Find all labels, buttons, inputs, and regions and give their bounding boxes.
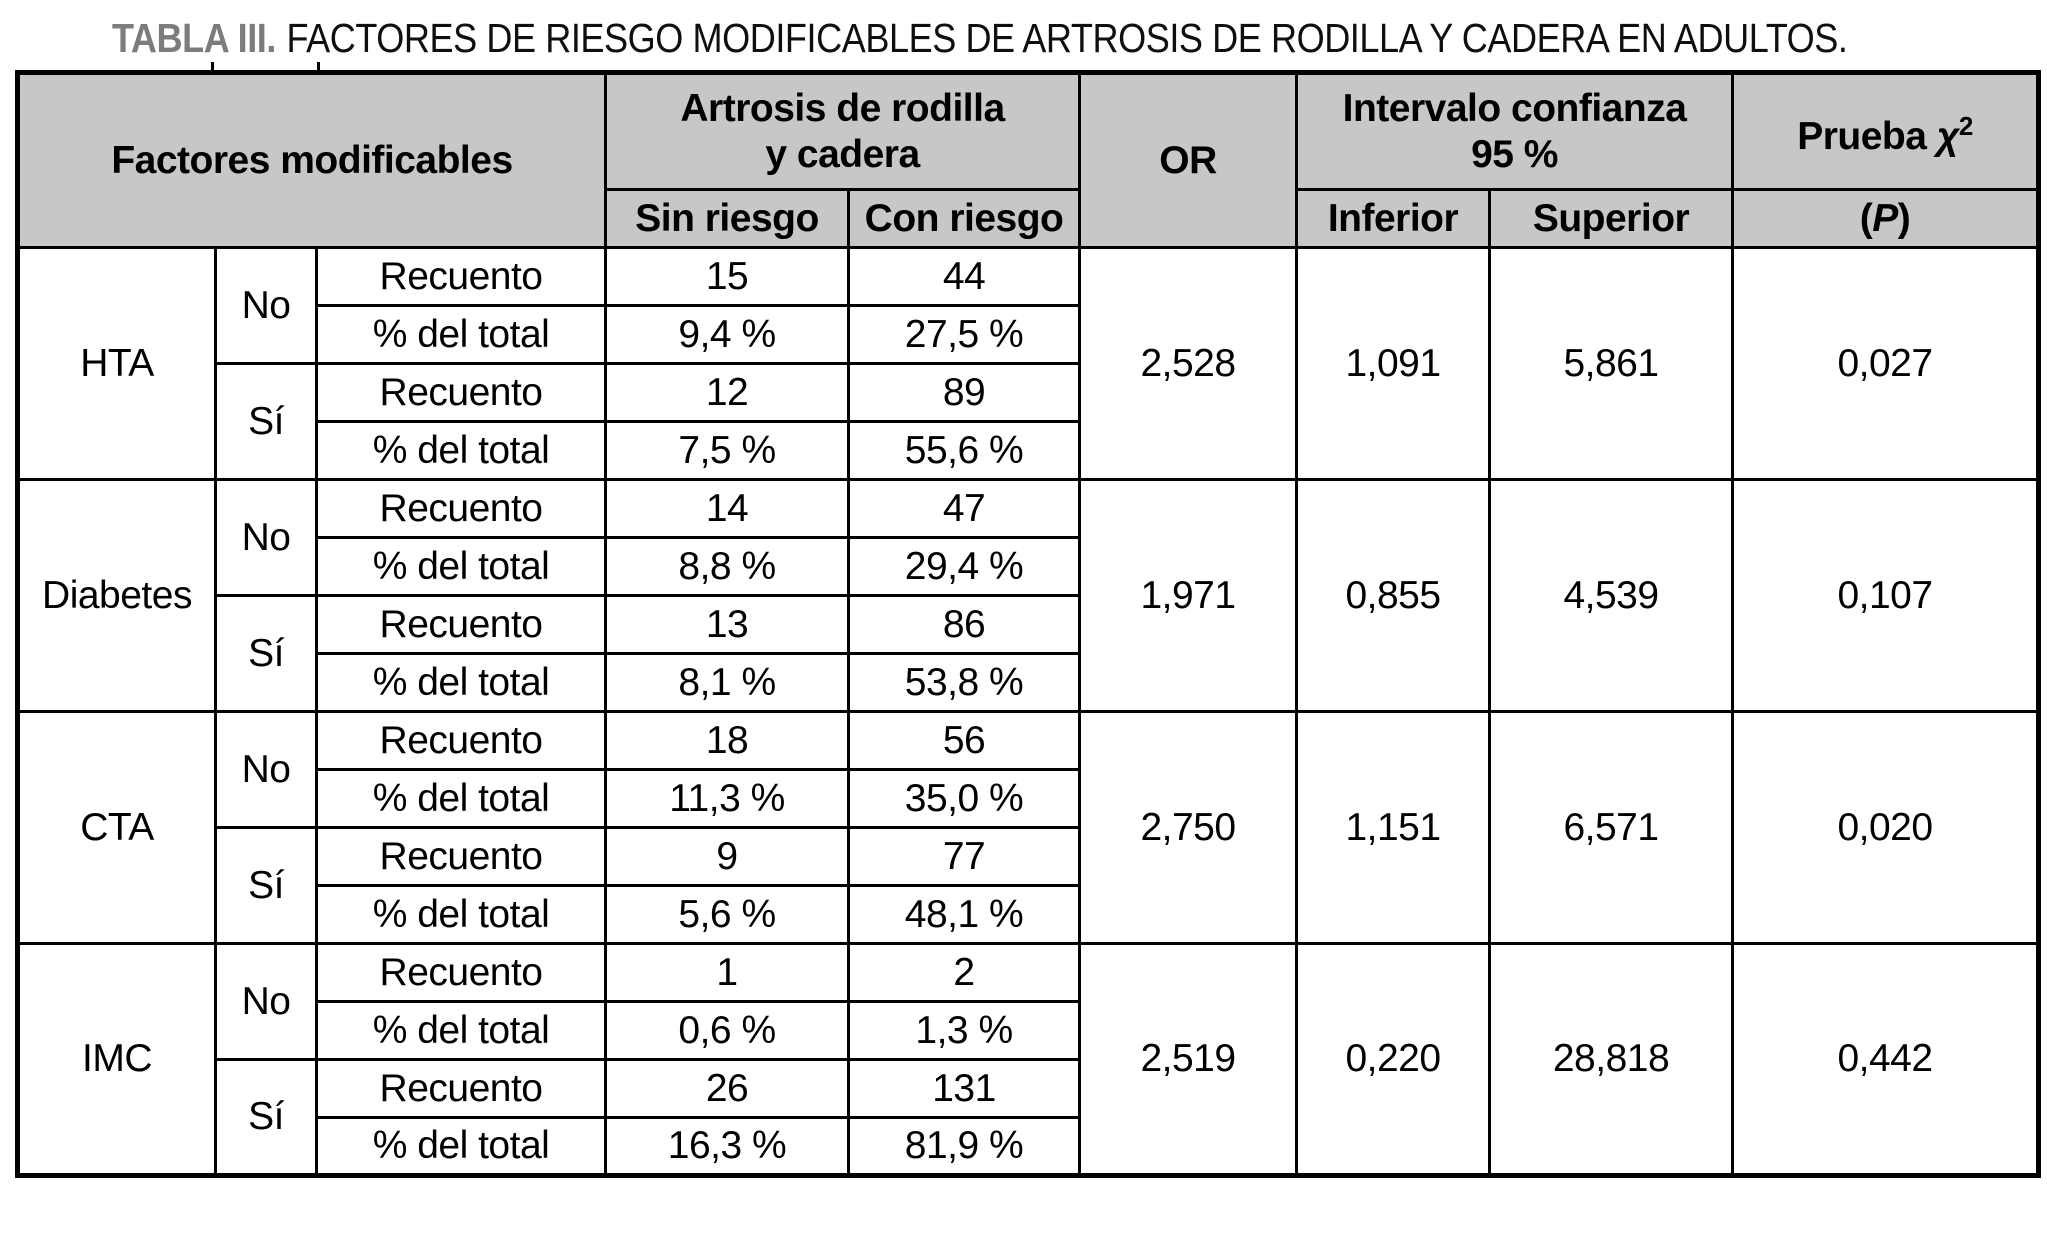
cell-imc-no-recuento-con: 2 [849,944,1080,1002]
table-row [18,712,2039,770]
table-row [18,944,2039,1002]
chi-symbol: χ [1936,115,1959,158]
cell-cta-no-recuento-sin: 18 [606,712,849,770]
cell-hta-p: 0,027 [1733,248,2039,480]
table-number-label: TABLA III. [112,15,276,61]
cell-diabetes-si-recuento-con: 86 [849,596,1080,654]
factor-diabetes: Diabetes [18,480,216,712]
header-prueba-chi2 [1733,73,2039,190]
subheader-superior: Superior [1490,190,1733,248]
subheader-p-value [1733,190,2039,248]
level-imc-no: No [216,944,317,1060]
cell-imc-no-pct-con: 1,3 % [849,1002,1080,1060]
measure-label: % del total [317,422,606,480]
risk-factors-table [15,70,2041,1178]
cell-diabetes-si-pct-sin: 8,1 % [606,654,849,712]
cell-imc-si-pct-con: 81,9 % [849,1118,1080,1176]
cell-cta-ic-inferior: 1,151 [1297,712,1490,944]
measure-label: % del total [317,654,606,712]
cell-hta-si-pct-sin: 7,5 % [606,422,849,480]
factor-hta: HTA [18,248,216,480]
measure-label: Recuento [317,248,606,306]
cell-imc-si-pct-sin: 16,3 % [606,1118,849,1176]
measure-label: % del total [317,886,606,944]
measure-label: Recuento [317,828,606,886]
table-row [18,480,2039,538]
cell-cta-si-pct-con: 48,1 % [849,886,1080,944]
cell-hta-si-recuento-sin: 12 [606,364,849,422]
cell-imc-si-recuento-sin: 26 [606,1060,849,1118]
cell-imc-no-recuento-sin: 1 [606,944,849,1002]
cell-diabetes-p: 0,107 [1733,480,2039,712]
cell-hta-no-pct-sin: 9,4 % [606,306,849,364]
cell-diabetes-no-pct-con: 29,4 % [849,538,1080,596]
cell-cta-si-pct-sin: 5,6 % [606,886,849,944]
cell-diabetes-no-recuento-sin: 14 [606,480,849,538]
header-artrosis-rodilla-cadera [606,73,1080,190]
measure-label: Recuento [317,480,606,538]
measure-label: Recuento [317,364,606,422]
header-intervalo-confianza [1297,73,1733,190]
cell-imc-or: 2,519 [1080,944,1297,1176]
cell-cta-no-pct-sin: 11,3 % [606,770,849,828]
p-letter: P [1872,196,1898,240]
p-paren-close: ) [1897,196,1911,240]
factor-imc: IMC [18,944,216,1176]
cell-cta-no-pct-con: 35,0 % [849,770,1080,828]
header-or: OR [1080,73,1297,248]
header-artrosis-line2: y cadera [765,132,920,176]
level-imc-si: Sí [216,1060,317,1176]
header-factores-modificables: Factores modificables [18,73,606,248]
table-row [18,248,2039,306]
measure-label: % del total [317,306,606,364]
measure-label: Recuento [317,1060,606,1118]
level-hta-no: No [216,248,317,364]
level-hta-si: Sí [216,364,317,480]
measure-label: Recuento [317,944,606,1002]
subheader-sin-riesgo: Sin riesgo [606,190,849,248]
cell-cta-or: 2,750 [1080,712,1297,944]
cell-diabetes-no-recuento-con: 47 [849,480,1080,538]
header-intervalo-line2: 95 % [1471,132,1558,176]
header-prueba-word: Prueba [1797,115,1927,158]
cell-cta-si-recuento-sin: 9 [606,828,849,886]
cell-imc-p: 0,442 [1733,944,2039,1176]
cell-hta-no-recuento-sin: 15 [606,248,849,306]
measure-label: % del total [317,770,606,828]
page-title [112,16,1848,60]
cell-imc-no-pct-sin: 0,6 % [606,1002,849,1060]
cell-diabetes-ic-superior: 4,539 [1490,480,1733,712]
p-paren-open: ( [1859,196,1873,240]
cell-hta-ic-superior: 5,861 [1490,248,1733,480]
subheader-inferior: Inferior [1297,190,1490,248]
cell-imc-ic-inferior: 0,220 [1297,944,1490,1176]
cell-hta-no-recuento-con: 44 [849,248,1080,306]
measure-label: % del total [317,1002,606,1060]
chi-exponent: 2 [1958,111,1973,141]
cell-imc-si-recuento-con: 131 [849,1060,1080,1118]
cell-diabetes-ic-inferior: 0,855 [1297,480,1490,712]
level-cta-no: No [216,712,317,828]
measure-label: % del total [317,1118,606,1176]
header-artrosis-line1: Artrosis de rodilla [680,86,1005,130]
cell-diabetes-si-pct-con: 53,8 % [849,654,1080,712]
measure-label: % del total [317,538,606,596]
cell-diabetes-no-pct-sin: 8,8 % [606,538,849,596]
measure-label: Recuento [317,712,606,770]
cell-cta-p: 0,020 [1733,712,2039,944]
cell-hta-or: 2,528 [1080,248,1297,480]
cell-cta-no-recuento-con: 56 [849,712,1080,770]
header-intervalo-line1: Intervalo confianza [1342,86,1687,130]
cell-hta-ic-inferior: 1,091 [1297,248,1490,480]
cell-hta-si-pct-con: 55,6 % [849,422,1080,480]
cell-cta-ic-superior: 6,571 [1490,712,1733,944]
cell-cta-si-recuento-con: 77 [849,828,1080,886]
cell-hta-si-recuento-con: 89 [849,364,1080,422]
cell-hta-no-pct-con: 27,5 % [849,306,1080,364]
cell-imc-ic-superior: 28,818 [1490,944,1733,1176]
subheader-con-riesgo: Con riesgo [849,190,1080,248]
factor-cta: CTA [18,712,216,944]
level-cta-si: Sí [216,828,317,944]
level-diabetes-no: No [216,480,317,596]
cell-diabetes-or: 1,971 [1080,480,1297,712]
level-diabetes-si: Sí [216,596,317,712]
measure-label: Recuento [317,596,606,654]
table-title-text: FACTORES DE RIESGO MODIFICABLES DE ARTROSIS DE RODILLA Y CADERA EN ADULTOS. [286,15,1848,61]
cell-diabetes-si-recuento-sin: 13 [606,596,849,654]
